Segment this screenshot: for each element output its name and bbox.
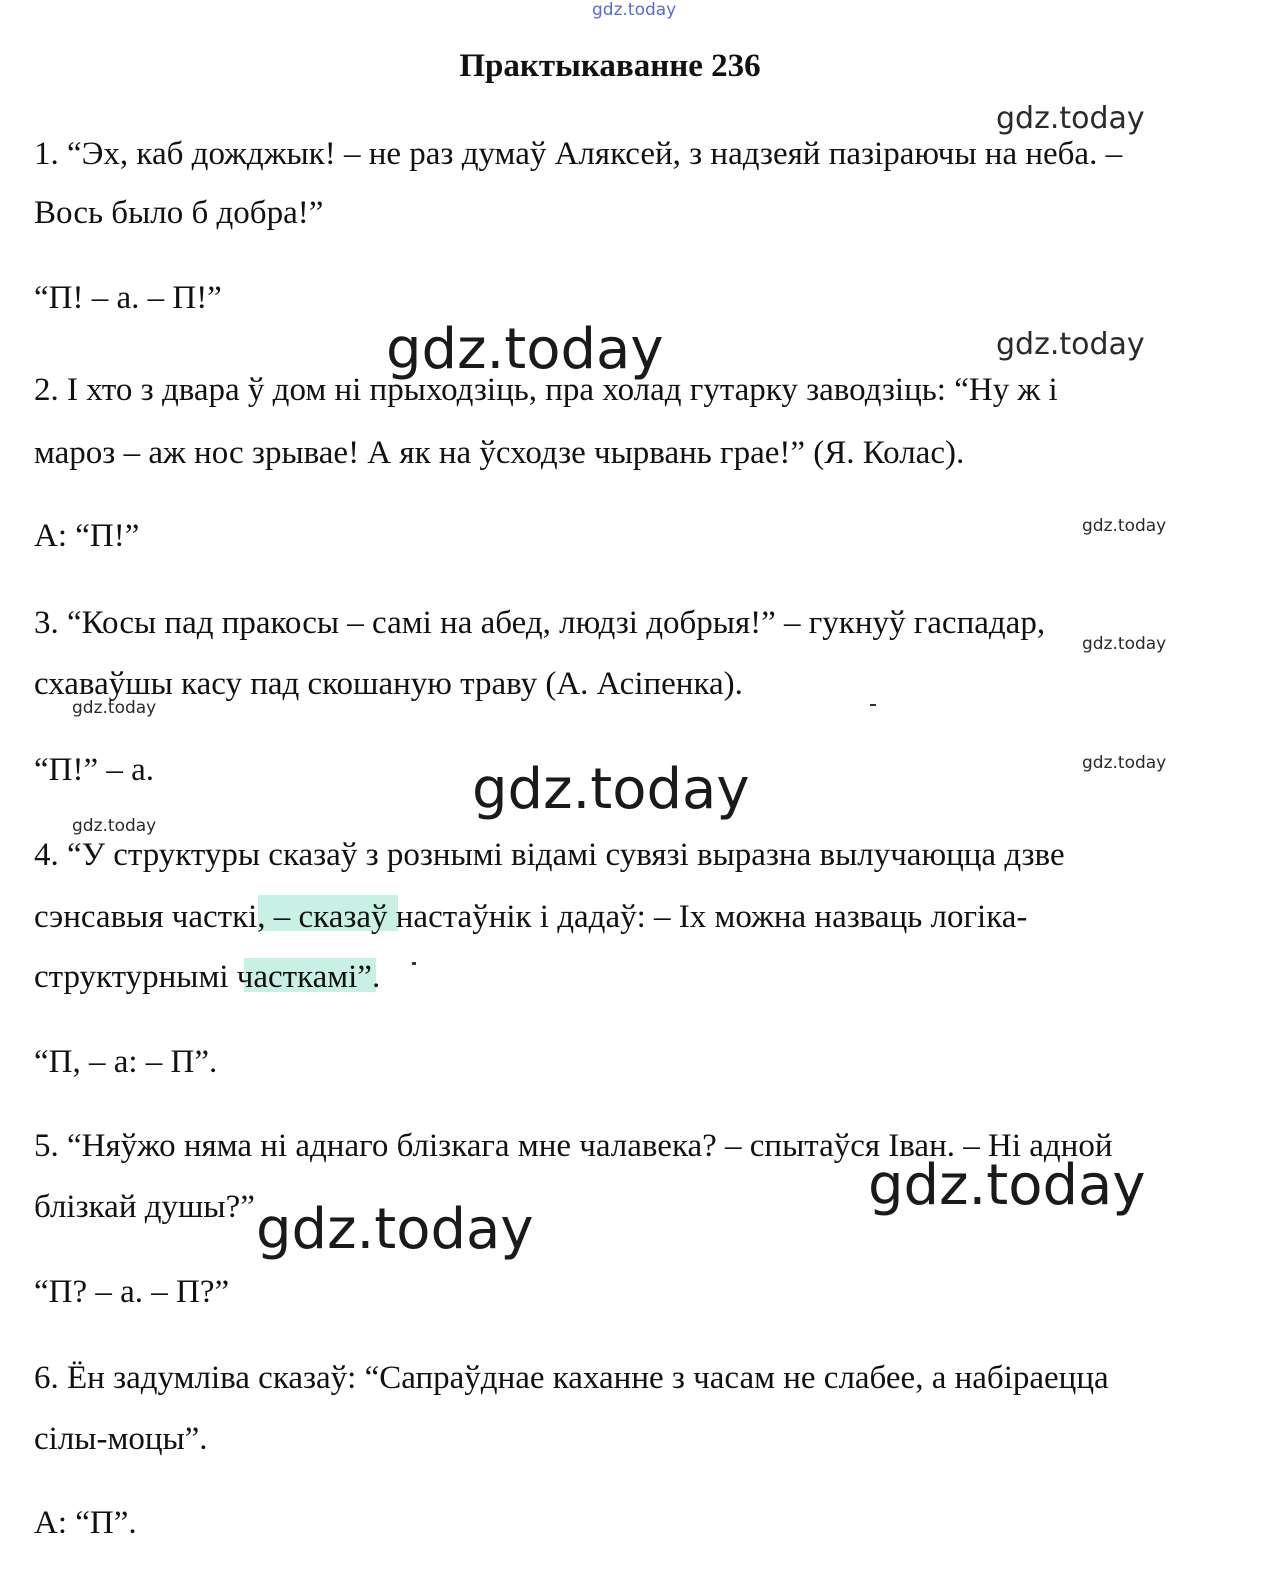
watermark-small: gdz.today <box>72 698 157 718</box>
item-5-scheme: “П? – а. – П?” <box>34 1274 230 1310</box>
watermark-small: gdz.today <box>1082 753 1167 773</box>
item-6-line-2: сілы-моцы”. <box>34 1421 208 1457</box>
item-5-line-2: блізкай душы?” <box>34 1189 255 1225</box>
item-4-line-1: 4. “У структуры сказаў з рознымі відамі сувязі выразна вылучаюцца дзве <box>34 837 1065 873</box>
watermark-large: gdz.today <box>868 1153 1146 1218</box>
item-3-line-2: схаваўшы касу пад скошаную траву (А. Асіпенка). <box>34 666 743 702</box>
item-1-line-2: Вось было б добра!” <box>34 195 324 231</box>
item-2-line-1: 2. І хто з двара ў дом ні прыходзіць, пра холад гутарку заводзіць: “Ну ж і <box>34 372 1058 408</box>
item-1-line-1: 1. “Эх, каб дожджык! – не раз думаў Аляксей, з надзеяй пазіраючы на неба. – <box>34 136 1123 172</box>
watermark: gdz.today <box>996 101 1145 136</box>
scan-speck <box>870 704 876 706</box>
item-5-line-1: 5. “Няўжо няма ні аднаго блізкага мне чалавека? – спытаўся Іван. – Ні адной <box>34 1128 1113 1164</box>
item-6-line-1: 6. Ён задумліва сказаў: “Сапраўднае каханне з часам не слабее, а набіраецца <box>34 1360 1109 1396</box>
page-title: Практыкаванне 236 <box>459 48 761 84</box>
item-1-scheme: “П! – а. – П!” <box>34 280 222 316</box>
item-4-line-3: структурнымі часткамі”. <box>34 959 381 995</box>
watermark-large: gdz.today <box>256 1197 534 1262</box>
watermark: gdz.today <box>996 327 1145 362</box>
item-3-line-1: 3. “Косы пад пракосы – самі на абед, людзі добрыя!” – гукнуў гаспадар, <box>34 605 1046 641</box>
item-6-scheme: А: “П”. <box>34 1505 137 1541</box>
item-3-scheme: “П!” – а. <box>34 752 155 788</box>
item-4-scheme: “П, – а: – П”. <box>34 1044 218 1080</box>
watermark-small: gdz.today <box>1082 516 1167 536</box>
watermark-small: gdz.today <box>72 816 157 836</box>
watermark-top: gdz.today <box>592 0 677 20</box>
item-4-line-2: сэнсавыя часткі, – сказаў настаўнік і дадаў: – Іх можна назваць логіка- <box>34 899 1028 935</box>
watermark-large: gdz.today <box>386 317 664 382</box>
item-2-scheme: А: “П!” <box>34 518 140 554</box>
watermark-small: gdz.today <box>1082 634 1167 654</box>
item-2-line-2: мароз – аж нос зрывае! А як на ўсходзе чырвань грае!” (Я. Колас). <box>34 435 965 471</box>
scan-speck <box>412 962 416 965</box>
watermark-large: gdz.today <box>472 757 750 822</box>
